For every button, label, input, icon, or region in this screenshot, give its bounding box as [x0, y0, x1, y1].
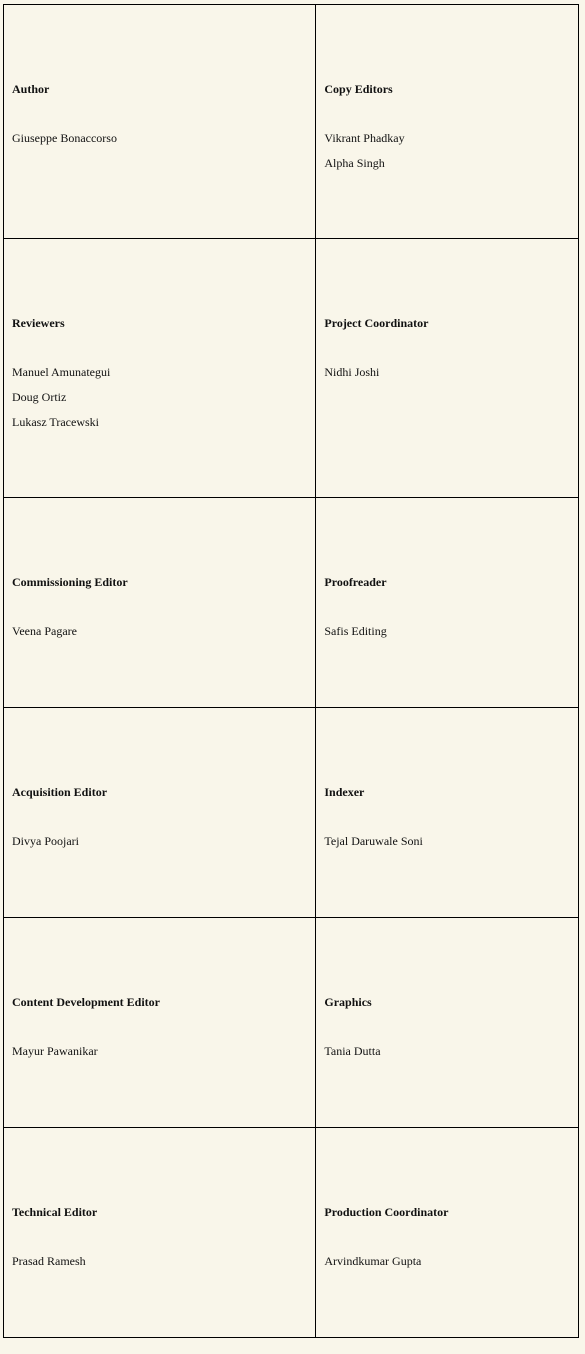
credits-cell [4, 498, 316, 708]
credits-cell [316, 498, 579, 708]
credit-name: Mayur Pawanikar [12, 1044, 98, 1058]
credit-name: Lukasz Tracewski [12, 415, 99, 429]
credits-cell [316, 708, 579, 918]
credits-row [4, 1128, 579, 1338]
credit-name: Safis Editing [324, 624, 387, 638]
role-label: Reviewers [12, 316, 65, 330]
credits-cell [316, 1128, 579, 1338]
role-label: Project Coordinator [324, 316, 429, 330]
credit-name: Prasad Ramesh [12, 1254, 86, 1268]
credit-name: Giuseppe Bonaccorso [12, 131, 117, 145]
credits-cell [4, 1128, 316, 1338]
credits-row [4, 918, 579, 1128]
role-label: Graphics [324, 995, 372, 1009]
role-label: Copy Editors [324, 82, 393, 96]
role-label: Production Coordinator [324, 1205, 449, 1219]
role-label: Indexer [324, 785, 365, 799]
credit-name: Arvindkumar Gupta [324, 1254, 422, 1268]
credits-cell [316, 239, 579, 498]
credit-name: Tania Dutta [324, 1044, 381, 1058]
credit-name: Nidhi Joshi [324, 365, 380, 379]
role-label: Content Development Editor [12, 995, 160, 1009]
credit-name: Vikrant Phadkay [324, 131, 405, 145]
credits-cell [4, 918, 316, 1128]
role-label: Acquisition Editor [12, 785, 108, 799]
credits-cell [4, 708, 316, 918]
credits-table [3, 4, 579, 1338]
credits-cell [4, 5, 316, 239]
credits-row [4, 708, 579, 918]
credits-cell [316, 918, 579, 1128]
credit-name: Veena Pagare [12, 624, 77, 638]
role-label: Technical Editor [12, 1205, 98, 1219]
role-label: Commissioning Editor [12, 575, 128, 589]
credits-cell [316, 5, 579, 239]
credit-name: Alpha Singh [324, 156, 385, 170]
credit-name: Doug Ortiz [12, 390, 67, 404]
role-label: Proofreader [324, 575, 387, 589]
credits-row [4, 5, 579, 239]
credit-name: Tejal Daruwale Soni [324, 834, 423, 848]
credit-name: Manuel Amunategui [12, 365, 111, 379]
credits-row [4, 498, 579, 708]
credits-cell [4, 239, 316, 498]
credit-name: Divya Poojari [12, 834, 79, 848]
role-label: Author [12, 82, 50, 96]
credits-row [4, 239, 579, 498]
